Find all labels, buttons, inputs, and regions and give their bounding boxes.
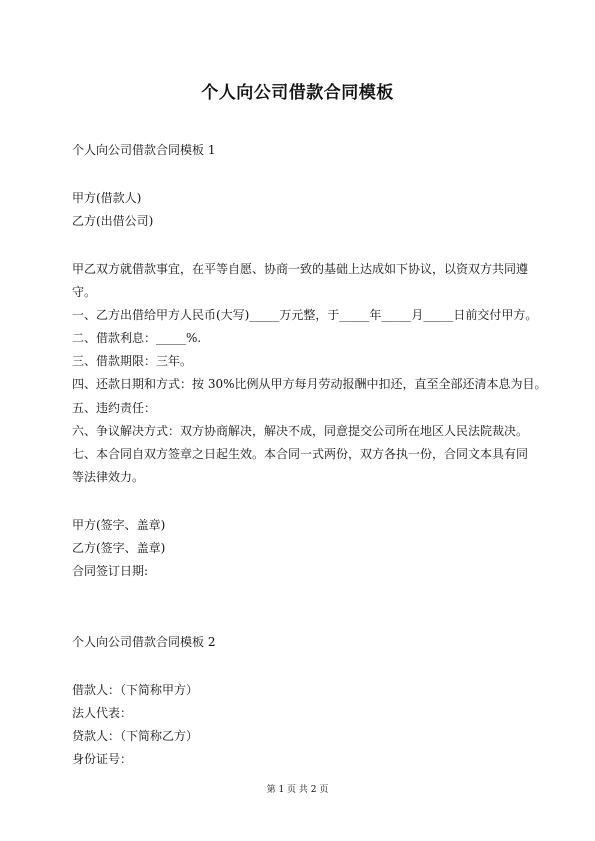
clause-2: 二、借款利息：_____%.: [72, 331, 202, 345]
document-title: 个人向公司借款合同模板: [201, 83, 394, 103]
party-b-label: 乙方(出借公司): [72, 214, 154, 228]
page-footer: 第 1 页 共 2 页: [266, 785, 329, 795]
clause-1: 一、乙方出借给甲方人民币(大写)_____万元整，于_____年_____月_____日前交付甲方。: [72, 308, 538, 322]
clause-3: 三、借款期限：三年。: [72, 354, 193, 368]
section2-heading: 个人向公司借款合同模板 2: [72, 635, 216, 649]
signature-party-b: 乙方(签字、盖章): [72, 541, 166, 555]
clause-7-line2: 等法律效力。: [72, 470, 145, 484]
legal-representative-label: 法人代表：: [72, 706, 133, 720]
id-number-label: 身份证号：: [72, 752, 133, 766]
section1-heading: 个人向公司借款合同模板 1: [72, 143, 216, 157]
clause-5: 五、违约责任：: [72, 401, 157, 415]
intro-paragraph-line1: 甲乙双方就借款事宜，在平等自愿、协商一致的基础上达成如下协议，以资双方共同遵: [72, 262, 529, 276]
signing-date: 合同签订日期:: [72, 564, 149, 578]
lender-label: 贷款人：（下简称乙方）: [72, 729, 199, 743]
clause-6: 六、争议解决方式：双方协商解决，解决不成，同意提交公司所在地区人民法院裁决。: [72, 424, 529, 438]
intro-paragraph-line2: 守。: [72, 285, 97, 299]
signature-party-a: 甲方(签字、盖章): [72, 518, 166, 532]
clause-7-line1: 七、本合同自双方签章之日起生效。本合同一式两份，双方各执一份，合同文本具有同: [72, 447, 529, 461]
clause-4: 四、还款日期和方式：按 30%比例从甲方每月劳动报酬中扣还，直至全部还清本息为目。: [72, 377, 547, 391]
borrower-label: 借款人：（下简称甲方）: [72, 683, 199, 697]
party-a-label: 甲方(借款人): [72, 191, 142, 205]
